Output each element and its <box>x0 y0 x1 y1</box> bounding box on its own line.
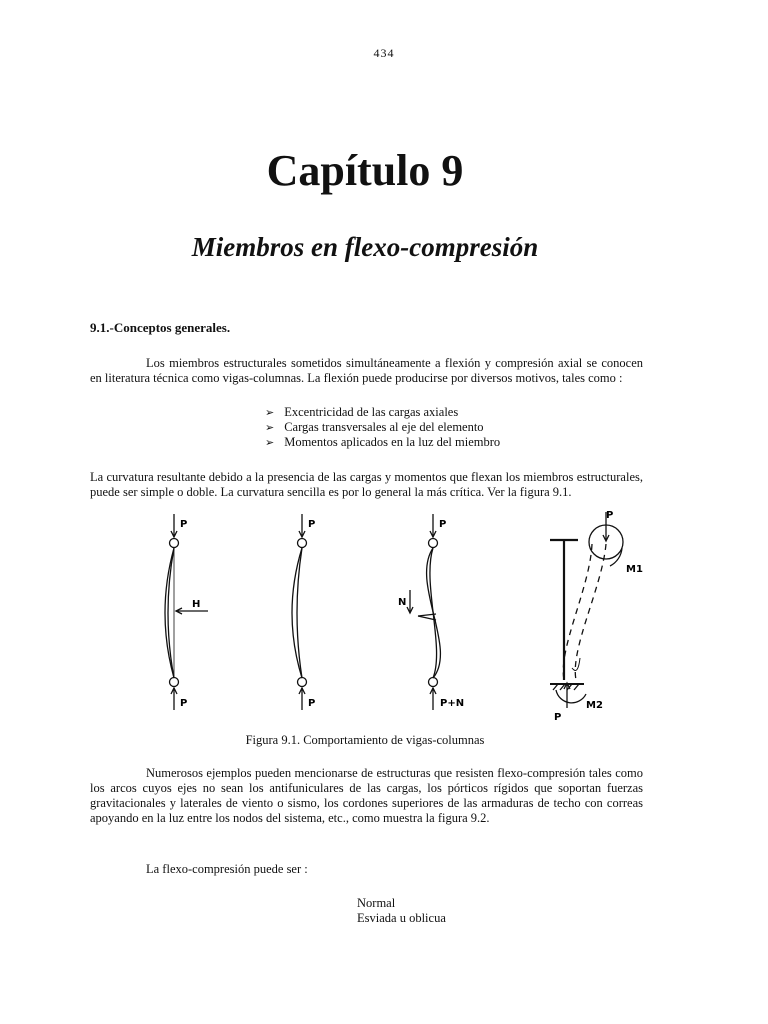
label-p-plus-n: P+N <box>440 698 465 709</box>
type-item: Normal <box>357 896 396 910</box>
figure-beam-columns <box>140 508 650 723</box>
column-double-curvature <box>407 514 440 710</box>
label-p: P <box>554 712 562 723</box>
page-number: 434 <box>373 46 395 60</box>
arrow-bullet-icon: ➢ <box>265 421 275 434</box>
column-single-curvature <box>292 514 307 710</box>
label-p: P <box>180 519 188 530</box>
examples-paragraph <box>90 766 643 826</box>
column-lateral-load <box>165 514 208 710</box>
column-end-moments <box>550 512 623 708</box>
bullet-item: ➢ Momentos aplicados en la luz del miembro <box>265 435 501 449</box>
curvature-paragraph: La curvatura resultante debido a la presencia de las cargas y momentos que flexan los miembros estructurales, puede ser simple o doble. La curvatura sencilla es por lo general la más crítica. Ver la figura 9.1. <box>90 470 643 499</box>
type-item: Esviada u oblicua <box>357 911 446 925</box>
label-p: P <box>439 519 447 530</box>
section-heading: 9.1.-Conceptos generales. <box>90 320 231 335</box>
label-p: P <box>180 698 188 709</box>
label-p: P <box>606 510 614 521</box>
label-m1: M1 <box>626 564 643 575</box>
label-h: H <box>192 599 201 610</box>
bullet-item: ➢ Cargas transversales al eje del elemento <box>265 420 484 434</box>
chapter-subtitle: Miembros en flexo-compresión <box>191 232 539 262</box>
arrow-bullet-icon: ➢ <box>265 406 275 419</box>
label-m2: M2 <box>586 700 603 711</box>
label-p: P <box>308 698 316 709</box>
bullet-list <box>265 405 500 450</box>
examples-text: Numerosos ejemplos pueden mencionarse de estructuras que resisten flexo-compresión tales como los arcos cuyos ejes no sean los antifuniculares de las cargas, los pórticos rígidos que soportan fuerzas gravitacionales y laterales de viento o sismo, los cordones superiores de las armaduras de techo con correas apoyando en la luz entre los nodos del sistema, etc., como muestra la figura 9.2. <box>90 766 643 825</box>
figure-caption: Figura 9.1. Comportamiento de vigas-columnas <box>245 733 485 747</box>
intro-paragraph <box>90 356 643 386</box>
bullet-item: ➢ Excentricidad de las cargas axiales <box>265 405 459 419</box>
arrow-bullet-icon: ➢ <box>265 436 275 449</box>
intro-text: Los miembros estructurales sometidos simultáneamente a flexión y compresión axial se conocen en literatura técnica como vigas-columnas. La flexión puede producirse por diversos motivos, tales como : <box>90 356 643 385</box>
types-intro: La flexo-compresión puede ser : <box>146 862 308 876</box>
label-p: P <box>308 519 316 530</box>
types-list <box>357 896 446 926</box>
label-n: N <box>398 597 407 608</box>
chapter-title: Capítulo 9 <box>266 146 464 195</box>
